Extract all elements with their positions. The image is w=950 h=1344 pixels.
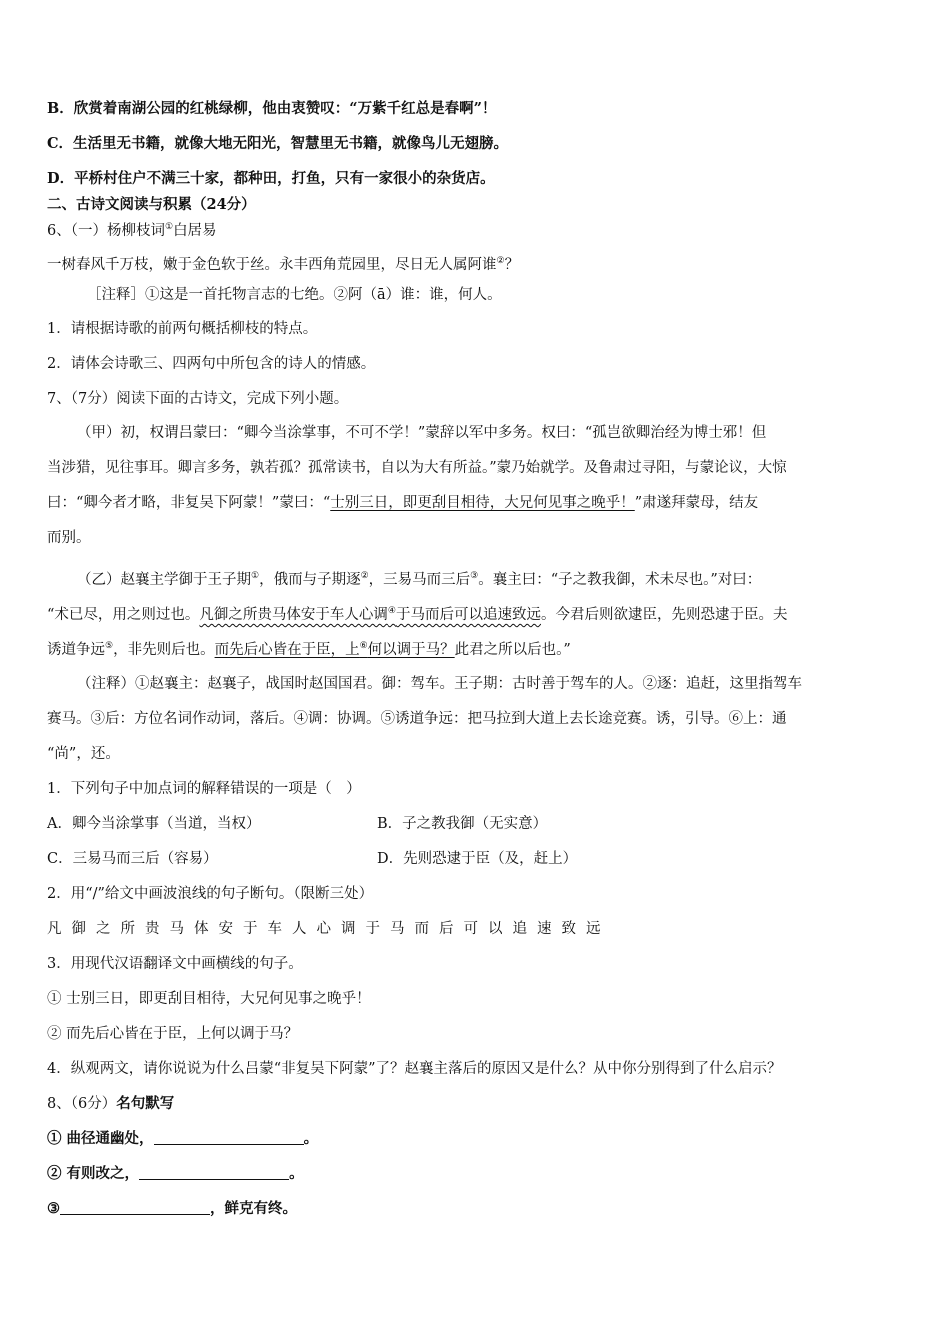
q7-yi-line3: 诱道争远⑤，非先则后也。而先后心皆在于臣，上⑥何以调于马？此君之所以后也。”: [47, 641, 571, 658]
q8-heading: 8、（6分）名句默写: [47, 1095, 175, 1112]
option-b: B．欣赏着南湖公园的红桃绿柳，他由衷赞叹：“万紫千红总是春啊”！: [47, 100, 497, 117]
option-a: A．卿今当涂掌事（当道，当权）: [47, 816, 261, 832]
document-page: [47, 98, 907, 1217]
q7-heading: 7、（7分）阅读下面的古诗文，完成下列小题。: [47, 391, 349, 407]
q7-sub3-item2: ② 而先后心皆在于臣，上何以调于马？: [47, 1026, 299, 1042]
q7-jia-line2: 当涉猎，见往事耳。卿言多务，孰若孤？孤常读书，自以为大有所益。”蒙乃始就学。及鲁肃过寻阳，与蒙论议，大惊: [47, 460, 787, 476]
section-title: 二、古诗文阅读与积累（24分）: [47, 196, 256, 213]
q7-sub2: 2．用“/”给文中画波浪线的句子断句。（限断三处）: [47, 886, 374, 902]
q6-note: ［注释］①这是一首托物言志的七绝。②阿（ā）谁：谁，何人。: [87, 287, 502, 303]
option-d: D．先则恐逮于臣（及，赶上）: [377, 851, 578, 867]
q7-jia-line3: 曰：“卿今者才略，非复吴下阿蒙！”蒙曰：“士别三日，即更刮目相待，大兄何见事之晚乎！”肃遂拜蒙母，结友: [47, 495, 759, 511]
q7-sub3-item1: ① 士别三日，即更刮目相待，大兄何见事之晚乎！: [47, 991, 371, 1007]
option-c: C．生活里无书籍，就像大地无阳光，智慧里无书籍，就像鸟儿无翅膀。: [47, 135, 509, 152]
answer-blank[interactable]: [60, 1200, 210, 1215]
option-c: C．三易马而三后（容易）: [47, 851, 218, 867]
q7-note-line3: “尚”，还。: [47, 746, 120, 762]
q6-heading: 6、（一）杨柳枝词①白居易: [47, 222, 217, 239]
q7-sub1: 1．下列句子中加点词的解释错误的一项是（ ）: [47, 781, 361, 797]
q7-jia-line4: 而别。: [47, 530, 91, 546]
q6-sub2: 2．请体会诗歌三、四两句中所包含的诗人的情感。: [47, 356, 376, 372]
q8-line1: ① 曲径通幽处， 。: [47, 1130, 319, 1147]
q7-yi-line1: （乙）赵襄主学御于王子期①，俄而与子期逐②，三易马而三后③。襄主曰：“子之教我御，术未尽也。”对曰：: [77, 571, 762, 588]
q6-poem: 一树春风千万枝，嫩于金色软于丝。永丰西角荒园里，尽日无人属阿谁②？: [47, 256, 520, 273]
underlined-sentence-2: 而先后心皆在于臣，上⑥何以调于马？: [214, 641, 455, 658]
underlined-sentence-1: 士别三日，即更刮目相待，大兄何见事之晚乎！: [330, 495, 635, 511]
q8-line2: ② 有则改之， 。: [47, 1165, 304, 1182]
q8-line3: ③ ，鲜克有终。: [47, 1200, 297, 1217]
q7-note-line2: 赛马。③后：方位名词作动词，落后。④调：协调。⑤诱道争远：把马拉到大道上去长途竞赛。诱，引导。⑥上：通: [47, 711, 787, 727]
q7-yi-line2: “术已尽，用之则过也。凡御之所贵马体安于车人心调④于马而后可以追速致远。今君后则欲逮臣，先则恐逮于臣。夫: [47, 606, 788, 623]
q7-options-ab: [47, 813, 907, 835]
answer-blank[interactable]: [154, 1130, 304, 1145]
answer-blank[interactable]: [139, 1165, 289, 1180]
q7-note-line1: （注释）①赵襄主：赵襄子，战国时赵国国君。御：驾车。王子期：古时善于驾车的人。②逐：追赶，这里指驾车: [77, 676, 802, 692]
q7-sub4: 4．纵观两文，请你说说为什么吕蒙“非复吴下阿蒙”了？赵襄主落后的原因又是什么？从中你分别得到了什么启示？: [47, 1061, 782, 1077]
q7-jia-line1: （甲）初，权谓吕蒙曰：“卿今当涂掌事，不可不学！”蒙辞以军中多务。权曰：“孤岂欲卿治经为博士邪！但: [77, 425, 767, 441]
wavy-sentence: 凡御之所贵马体安于车人心调④于马而后可以追速致远: [199, 606, 541, 623]
option-d: D．平桥村住户不满三十家，都种田，打鱼，只有一家很小的杂货店。: [47, 170, 495, 187]
option-b: B．子之教我御（无实意）: [377, 816, 548, 832]
q7-sub2-text: 凡御之所贵马体安于车人心调于马而后可以追速致远: [47, 921, 611, 937]
q7-options-cd: [47, 848, 907, 870]
q7-sub3: 3．用现代汉语翻译文中画横线的句子。: [47, 956, 303, 972]
q6-sub1: 1．请根据诗歌的前两句概括柳枝的特点。: [47, 321, 318, 337]
